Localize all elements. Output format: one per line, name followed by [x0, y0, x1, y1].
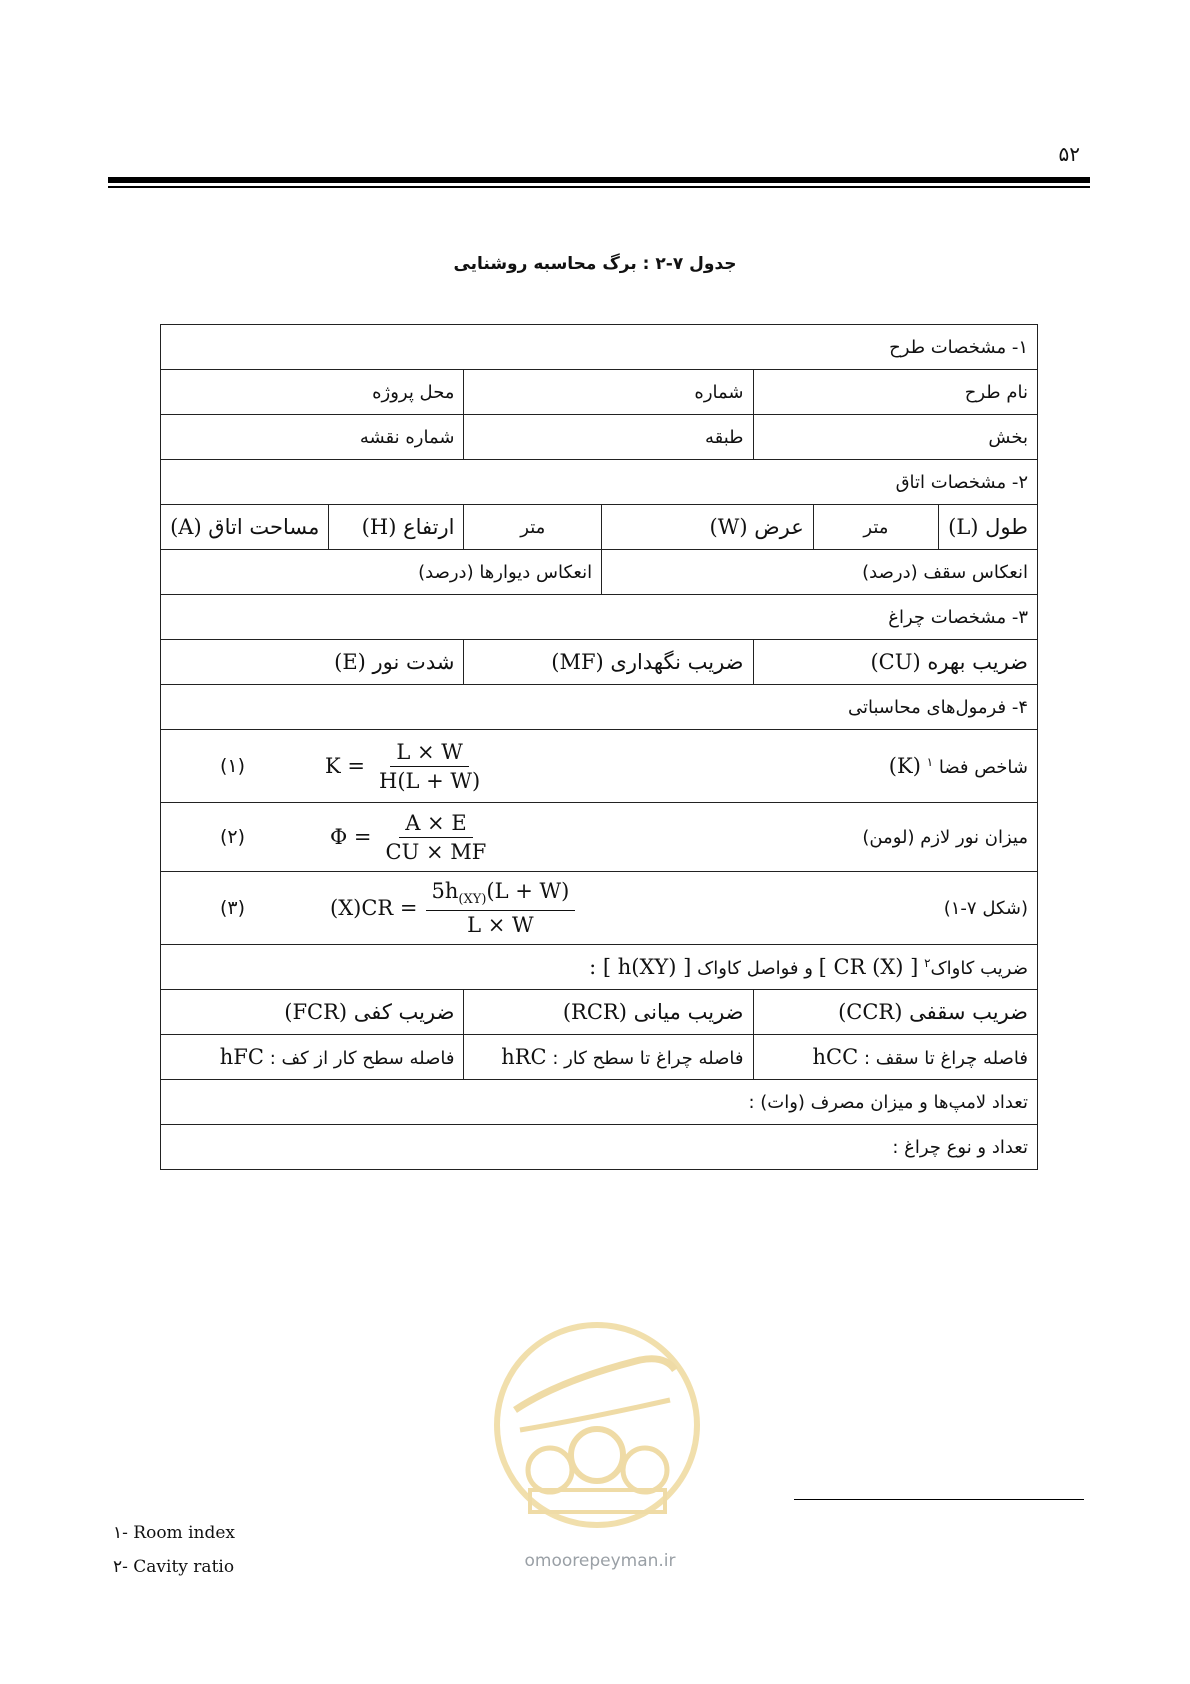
lumen-label: میزان نور لازم (لومن) — [862, 826, 1028, 848]
header-rule-thick — [108, 177, 1090, 183]
project-name-cell: نام طرح — [753, 370, 1038, 415]
section-1-heading: ۱- مشخصات طرح — [161, 325, 1038, 370]
hcc-cell: فاصله چراغ تا سقف : hCC — [753, 1035, 1038, 1080]
section-4-heading: ۴- فرمول‌های محاسباتی — [161, 685, 1038, 730]
watermark-logo — [490, 1320, 705, 1560]
room-index-formula: K = $\frac{L \times W}{H(L + W)}$ — [325, 739, 481, 793]
section-2-heading: ۲- مشخصات اتاق — [161, 460, 1038, 505]
ceiling-reflectance-cell: انعکاس سقف (درصد) — [602, 550, 1038, 595]
hrc-cell: فاصله چراغ تا سطح کار : hRC — [464, 1035, 753, 1080]
lamps-count-row — [161, 1080, 1038, 1125]
illuminance-cell: شدت نور (E) — [161, 640, 464, 685]
length-label: طول (L) — [939, 505, 1038, 550]
cavity-ratio-row — [161, 990, 1038, 1035]
section-3-heading: ۳- مشخصات چراغ — [161, 595, 1038, 640]
equation-number-1: (۱) — [220, 755, 246, 777]
cavity-ratio-formula: (X)CR = $\frac{5h_{(XY)}(L + W)}{L \times W}$ — [330, 879, 575, 936]
cavity-height-row — [161, 1035, 1038, 1080]
section-row-3 — [161, 595, 1038, 640]
watermark-text: omoorepeyman.ir — [524, 1551, 676, 1571]
maintenance-factor-cell: ضریب نگهداری (MF) — [464, 640, 753, 685]
width-label: عرض (W) — [602, 505, 814, 550]
width-unit: متر — [464, 505, 602, 550]
fixtures-cell: تعداد و نوع چراغ : — [161, 1125, 1038, 1170]
room-index-formula-cell — [161, 730, 1038, 803]
lumen-formula-cell — [161, 803, 1038, 872]
cavity-header-row — [161, 945, 1038, 990]
project-number-cell: شماره — [464, 370, 753, 415]
project-row-1 — [161, 370, 1038, 415]
cavity-ratio-formula-cell — [161, 872, 1038, 945]
utilization-factor-cell: ضریب بهره (CU) — [753, 640, 1038, 685]
formula-row-3 — [161, 872, 1038, 945]
footnote-rule — [794, 1499, 1084, 1500]
lighting-calculation-table — [160, 324, 1038, 1170]
footnote-1: ۱- Room index — [113, 1523, 235, 1543]
project-section-cell: بخش — [753, 415, 1038, 460]
hfc-cell: فاصله سطح کار از کف : hFC — [161, 1035, 464, 1080]
footnote-ref-1: ۱ — [926, 755, 934, 769]
lamp-row — [161, 640, 1038, 685]
room-index-label: شاخص فضا $^۱$ (K) — [888, 754, 1028, 778]
table-title: جدول ۷-۲ : برگ محاسبه روشنایی — [453, 254, 737, 274]
room-cavity-ratio-cell: ضریب میانی (RCR) — [464, 990, 753, 1035]
height-label: ارتفاع (H) — [329, 505, 464, 550]
area-label: مساحت اتاق (A) — [161, 505, 329, 550]
equation-number-3: (۳) — [220, 897, 246, 919]
footnote-ref-2: ۲ — [924, 956, 931, 970]
floor-cavity-ratio-cell: ضریب کفی (FCR) — [161, 990, 464, 1035]
page-number: ۵۲ — [1058, 142, 1080, 166]
length-unit: متر — [813, 505, 938, 550]
footnote-2: ۲- Cavity ratio — [113, 1557, 235, 1577]
room-dimensions-row — [161, 505, 1038, 550]
ceiling-cavity-ratio-cell: ضریب سقفی (CCR) — [753, 990, 1038, 1035]
figure-ref: (شکل ۷-۱) — [943, 897, 1028, 919]
section-row-4 — [161, 685, 1038, 730]
drawing-number-cell: شماره نقشه — [161, 415, 464, 460]
footnotes — [113, 1516, 235, 1584]
room-reflectance-row — [161, 550, 1038, 595]
section-row-1 — [161, 325, 1038, 370]
section-row-2 — [161, 460, 1038, 505]
project-location-cell: محل پروژه — [161, 370, 464, 415]
wall-reflectance-cell: انعکاس دیوارها (درصد) — [161, 550, 602, 595]
formula-row-2 — [161, 803, 1038, 872]
lamps-count-cell: تعداد لامپ‌ها و میزان مصرف (وات) : — [161, 1080, 1038, 1125]
project-floor-cell: طبقه — [464, 415, 753, 460]
equation-number-2: (۲) — [220, 826, 246, 848]
cavity-header-cell: ضریب کاواک$^۲$ [ (X) CR ] و فواصل کاواک [ h(XY) ] : — [161, 945, 1038, 990]
formula-row-1 — [161, 730, 1038, 803]
project-row-2 — [161, 415, 1038, 460]
lumen-formula: Φ = $\frac{A \times E}{CU \times MF}$ — [330, 810, 487, 864]
fixtures-row — [161, 1125, 1038, 1170]
header-rule-thin — [108, 186, 1090, 188]
